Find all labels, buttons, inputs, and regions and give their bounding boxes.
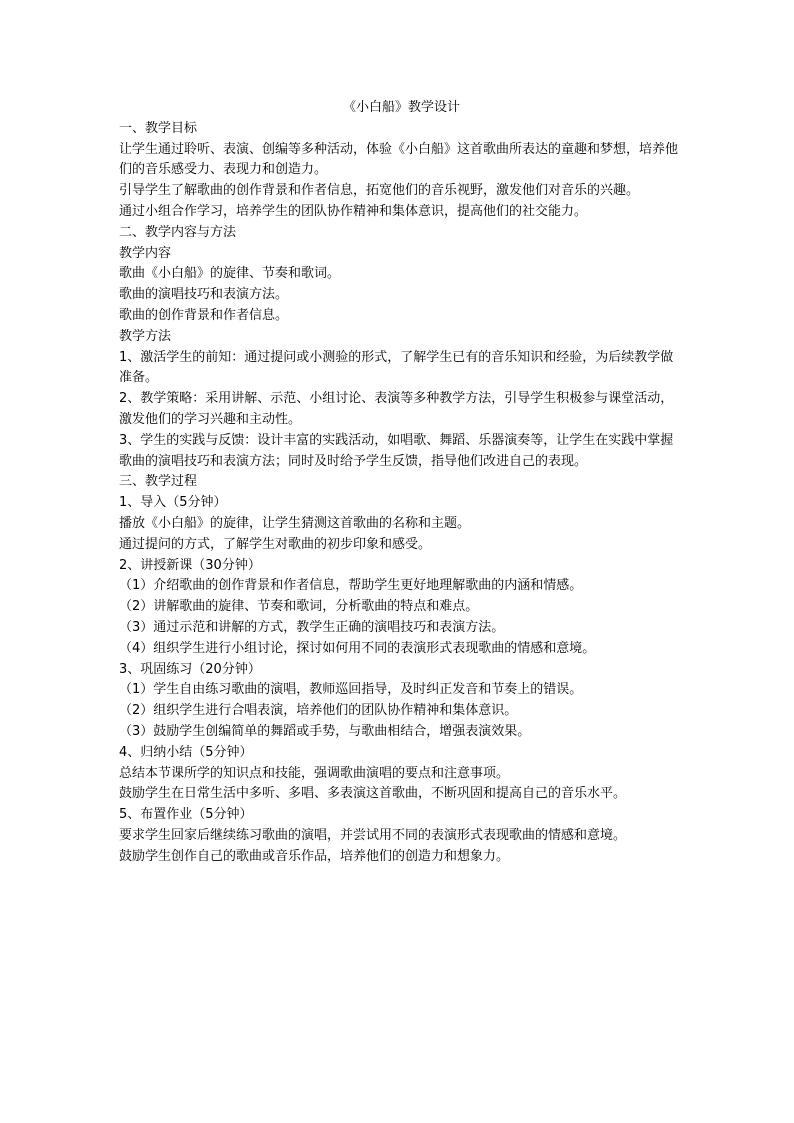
paragraph: （1）介绍歌曲的创作背景和作者信息，帮助学生更好地理解歌曲的内涵和情感。 [119,578,583,594]
subheading-content: 教学内容 [119,245,172,261]
step-heading: 2、讲授新课（30分钟） [119,557,261,573]
step-heading: 5、布置作业（5分钟） [119,807,253,823]
paragraph: 通过提问的方式，了解学生对歌曲的初步印象和感受。 [119,536,432,552]
paragraph: 歌曲《小白船》的旋律、节奏和歌词。 [119,266,341,282]
paragraph: 1、激活学生的前知：通过提问或小测验的形式，了解学生已有的音乐知识和经验，为后续教学做准备。 [119,349,674,386]
paragraph: 歌曲的创作背景和作者信息。 [119,307,289,323]
paragraph: （1）学生自由练习歌曲的演唱，教师巡回指导，及时纠正发音和节奏上的错误。 [119,682,583,698]
paragraph: 引导学生了解歌曲的创作背景和作者信息，拓宽他们的音乐视野，激发他们对音乐的兴趣。 [119,183,640,199]
step-heading: 4、归纳小结（5分钟） [119,744,253,760]
document-body [119,98,684,867]
paragraph: （2）讲解歌曲的旋律、节奏和歌词，分析歌曲的特点和难点。 [119,599,479,615]
paragraph: 通过小组合作学习，培养学生的团队协作精神和集体意识，提高他们的社交能力。 [119,203,588,219]
paragraph: （4）组织学生进行小组讨论，探讨如何用不同的表演形式表现歌曲的情感和意境。 [119,640,596,656]
paragraph: 让学生通过聆听、表演、创编等多种活动，体验《小白船》这首歌曲所表达的童趣和梦想，培养他们的音乐感受力、表现力和创造力。 [119,141,679,178]
paragraph: 播放《小白船》的旋律，让学生猜测这首歌曲的名称和主题。 [119,515,471,531]
document-title: 《小白船》教学设计 [342,100,460,115]
paragraph: 总结本节课所学的知识点和技能，强调歌曲演唱的要点和注意事项。 [119,765,510,781]
subheading-methods: 教学方法 [119,328,172,344]
paragraph: （2）组织学生进行合唱表演，培养他们的团队协作精神和集体意识。 [119,703,518,719]
paragraph: （3）鼓励学生创编简单的舞蹈或手势，与歌曲相结合，增强表演效果。 [119,723,531,739]
section-heading-objectives: 一、教学目标 [119,120,198,136]
paragraph: 鼓励学生在日常生活中多听、多唱、多表演这首歌曲，不断巩固和提高自己的音乐水平。 [119,786,627,802]
paragraph: 要求学生回家后继续练习歌曲的演唱，并尝试用不同的表演形式表现歌曲的情感和意境。 [119,827,627,843]
step-heading: 3、巩固练习（20分钟） [119,661,261,677]
paragraph: （3）通过示范和讲解的方式，教学生正确的演唱技巧和表演方法。 [119,619,505,635]
step-heading: 1、导入（5分钟） [119,495,227,511]
section-heading-content-methods: 二、教学内容与方法 [119,224,237,240]
paragraph: 歌曲的演唱技巧和表演方法。 [119,287,289,303]
section-heading-process: 三、教学过程 [119,474,198,490]
paragraph: 3、学生的实践与反馈：设计丰富的实践活动，如唱歌、舞蹈、乐器演奏等，让学生在实践中掌握歌曲的演唱技巧和表演方法；同时及时给予学生反馈，指导他们改进自己的表现。 [119,432,674,469]
paragraph: 鼓励学生创作自己的歌曲或音乐作品，培养他们的创造力和想象力。 [119,848,510,864]
paragraph: 2、教学策略：采用讲解、示范、小组讨论、表演等多种教学方法，引导学生积极参与课堂活动，激发他们的学习兴趣和主动性。 [119,391,674,427]
